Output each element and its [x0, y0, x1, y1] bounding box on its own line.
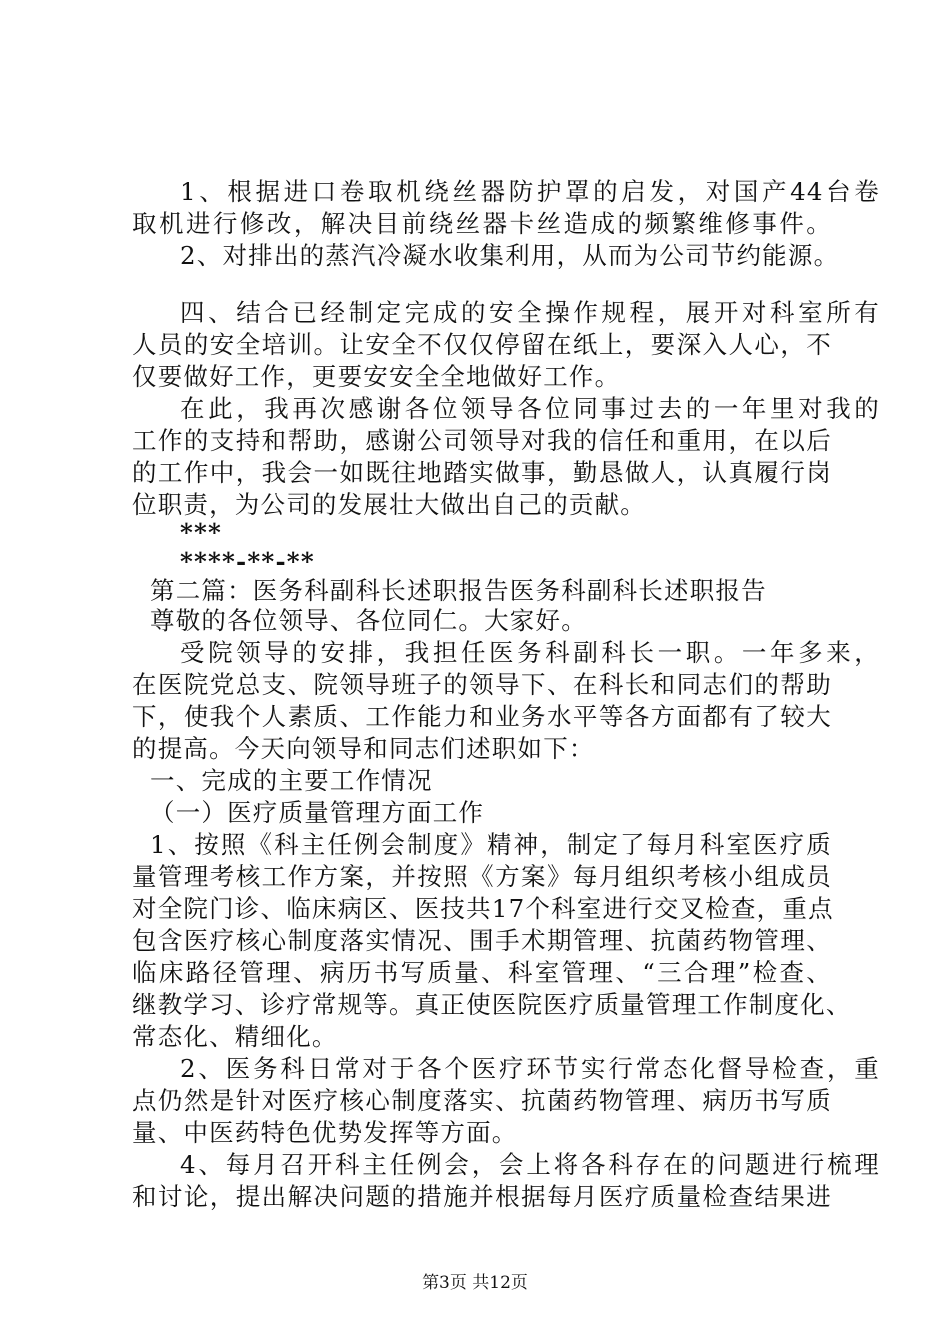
paragraph-line: 2、对排出的蒸汽冷凝水收集利用，从而为公司节约能源。 — [180, 241, 840, 270]
paragraph-line: 的提高。今天向领导和同志们述职如下： — [132, 734, 595, 763]
heading-1: 一、完成的主要工作情况 — [150, 766, 433, 795]
paragraph-line: 工作的支持和帮助，感谢公司领导对我的信任和重用，在以后 — [132, 426, 832, 455]
paragraph-line: 的工作中，我会一如既往地踏实做事，勤恳做人，认真履行岗 — [132, 458, 832, 487]
paragraph-line: 量、中医药特色优势发挥等方面。 — [132, 1118, 518, 1147]
paragraph-line: 临床路径管理、病历书写质量、科室管理、“三合理”检查、 — [132, 958, 832, 987]
paragraph-line: 包含医疗核心制度落实情况、围手术期管理、抗菌药物管理、 — [132, 926, 832, 955]
paragraph-line: 人员的安全培训。让安全不仅仅停留在纸上，要深入人心，不 — [132, 330, 832, 359]
page-footer: 第3页 共12页 — [422, 1273, 528, 1293]
paragraph-line: 位职责，为公司的发展壮大做出自己的贡献。 — [132, 490, 646, 519]
section-title: 第二篇：医务科副科长述职报告医务科副科长述职报告 — [150, 576, 767, 605]
paragraph-line: 受院领导的安排，我担任医务科副科长一职。一年多来， — [180, 638, 880, 667]
paragraph-line: 1、根据进口卷取机绕丝器防护罩的启发，对国产44台卷 — [180, 177, 880, 206]
paragraph-line: 量管理考核工作方案，并按照《方案》每月组织考核小组成员 — [132, 862, 832, 891]
paragraph-line: 和讨论，提出解决问题的措施并根据每月医疗质量检查结果进 — [132, 1182, 832, 1211]
paragraph-line: 取机进行修改，解决目前绕丝器卡丝造成的频繁维修事件。 — [132, 209, 832, 238]
paragraph-line: 仅要做好工作，更要安安全全地做好工作。 — [132, 362, 621, 391]
paragraph-line: 在医院党总支、院领导班子的领导下、在科长和同志们的帮助 — [132, 670, 832, 699]
signature-date: ****-**-** — [180, 547, 315, 576]
paragraph-line: 2、医务科日常对于各个医疗环节实行常态化督导检查，重 — [180, 1054, 880, 1083]
paragraph-line: 常态化、精细化。 — [132, 1022, 338, 1051]
heading-2: （一）医疗质量管理方面工作 — [150, 798, 485, 827]
paragraph-line: 4、每月召开科主任例会，会上将各科存在的问题进行梳理 — [180, 1150, 880, 1179]
paragraph-line: 点仍然是针对医疗核心制度落实、抗菌药物管理、病历书写质 — [132, 1086, 832, 1115]
paragraph-line: 在此，我再次感谢各位领导各位同事过去的一年里对我的 — [180, 394, 880, 423]
paragraph-line: 1、按照《科主任例会制度》精神，制定了每月科室医疗质 — [150, 830, 832, 859]
signature-name: *** — [180, 518, 223, 547]
salutation: 尊敬的各位领导、各位同仁。大家好。 — [150, 606, 587, 635]
paragraph-line: 继教学习、诊疗常规等。真正使医院医疗质量管理工作制度化、 — [132, 990, 852, 1019]
paragraph-line: 下，使我个人素质、工作能力和业务水平等各方面都有了较大 — [132, 702, 832, 731]
paragraph-line: 四、结合已经制定完成的安全操作规程，展开对科室所有 — [180, 298, 880, 327]
paragraph-line: 对全院门诊、临床病区、医技共17个科室进行交叉检查，重点 — [132, 894, 834, 923]
